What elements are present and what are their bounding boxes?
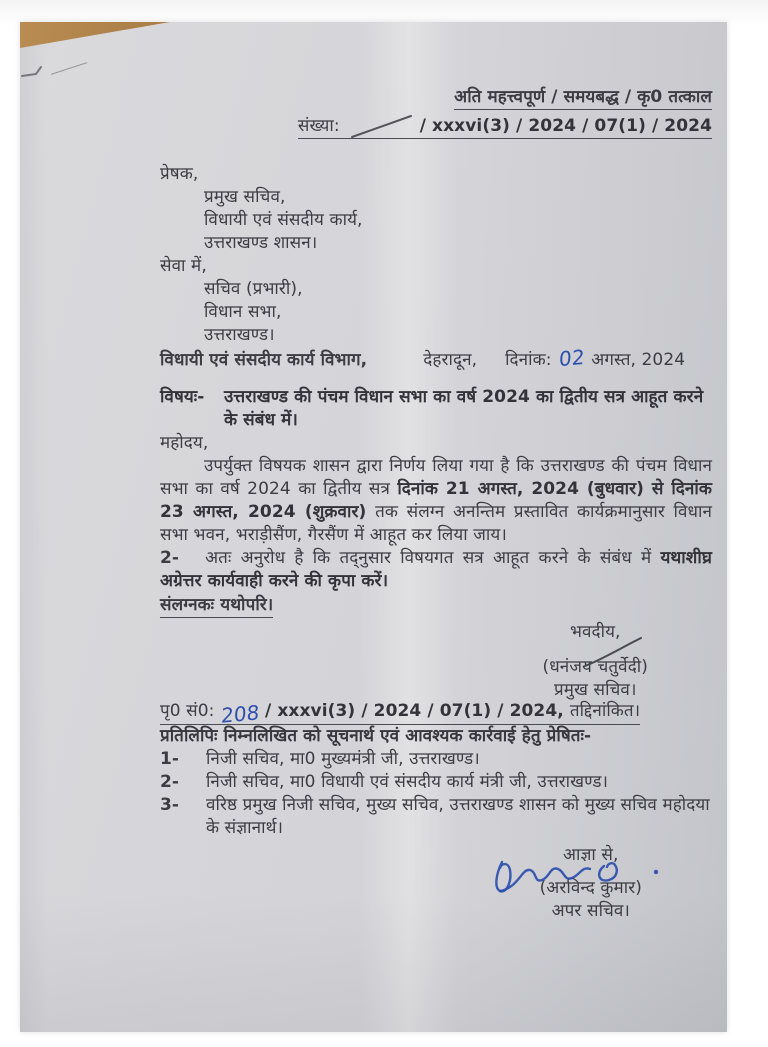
enclosure-text: संलग्नकः यथोपरि। — [160, 595, 273, 618]
enclosure-line — [160, 594, 712, 618]
letter-content — [20, 22, 727, 923]
copy-item-text: निजी सचिव, मा0 मुख्यमंत्री जी, उत्तराखण्ड। — [206, 749, 480, 769]
para2-text: अतः अनुरोध है कि तद्नुसार विषयगत सत्र आहूत करने के संबंध में — [205, 548, 661, 568]
copy-item-number: 3- — [160, 795, 180, 815]
department-name: विधायी एवं संसदीय कार्य विभाग, — [160, 350, 368, 370]
body-paragraph-1 — [160, 455, 712, 547]
letter-number-label: संख्या: — [297, 116, 340, 136]
salutation: महोदय, — [160, 433, 209, 453]
copy-item-text: वरिष्ठ प्रमुख निजी सचिव, मुख्य सचिव, उत्तराखण्ड शासन को मुख्य सचिव महोदया के संज्ञानार्थ। — [206, 795, 710, 838]
by-order-name: (अरविन्द कुमार) — [539, 878, 642, 898]
recipient-line: सचिव (प्रभारी), — [204, 279, 303, 299]
date-text: अगस्त, 2024 — [591, 350, 686, 370]
para2-bold-text: यथाशीघ्र अग्रेत्तर कार्यवाही करने की कृपा करें। — [160, 548, 712, 591]
recipient-label: सेवा में, — [160, 256, 207, 276]
copy-item — [160, 794, 712, 840]
reference-label: पृ0 सं0: — [160, 701, 215, 721]
date-label: दिनांक: — [505, 350, 552, 370]
copy-item-number: 1- — [160, 749, 180, 769]
valediction: भवदीय, — [569, 622, 621, 642]
sender-line: प्रमुख सचिव, — [204, 187, 286, 207]
letter-number-value: / xxxvi(3) / 2024 / 07(1) / 2024 — [419, 116, 712, 136]
classification-line — [160, 86, 712, 110]
copy-item-text: निजी सचिव, मा0 विधायी एवं संसदीय कार्य मंत्री जी, उत्तराखण्ड। — [206, 772, 609, 792]
classification-text: अति महत्त्वपूर्ण / समयबद्ध / कृ0 तत्काल — [454, 87, 712, 110]
by-order-designation: अपर सचिव। — [551, 901, 630, 921]
by-order-label: आज्ञा से, — [563, 845, 619, 865]
by-order-block — [540, 844, 642, 923]
para1-text-tail: तक संलग्न अनन्तिम प्रस्तावित कार्यक्रमानुसार विधान सभा भवन, भराड़ीसैंण, गैरसैंण में आहूत कर लिया जाय। — [160, 502, 712, 545]
para2-number: 2- — [160, 548, 180, 568]
sender-line: उत्तराखण्ड शासन। — [204, 233, 318, 253]
para1-bold-dates: दिनांक 21 अगस्त, 2024 (बुधवार) से दिनांक 23 अगस्त, 2024 (शुक्रवार) — [160, 479, 712, 522]
copy-item — [160, 771, 712, 794]
signatory-designation: प्रमुख सचिव। — [553, 680, 637, 700]
closing-block — [543, 621, 649, 702]
department-date-line — [160, 344, 712, 372]
letter-number-line — [160, 113, 712, 139]
recipient-line: उत्तराखण्ड। — [204, 325, 275, 345]
sender-line: विधायी एवं संसदीय कार्य, — [204, 210, 363, 230]
reference-value: / xxxvi(3) / 2024 / 07(1) / 2024, — [265, 701, 564, 721]
para1-text: उपर्युक्त विषयक शासन द्वारा निर्णय लिया गया है कि उत्तराखण्ड की पंचम विधान सभा का वर्ष 2024 का द्वितीय सत्र — [160, 456, 712, 499]
signatory-name: (धनंजय चतुर्वेदी) — [542, 657, 648, 677]
handwritten-slash-icon — [350, 113, 414, 139]
copy-heading: प्रतिलिपिः निम्नलिखित को सूचनार्थ एवं आवश्यक कार्रवाई हेतु प्रेषितः- — [160, 726, 592, 746]
reference-line — [160, 700, 712, 728]
subject-text: उत्तराखण्ड की पंचम विधान सभा का वर्ष 2024 का द्वितीय सत्र आहूत करने के संबंध में। — [224, 387, 704, 430]
subject-line — [160, 386, 712, 432]
reference-suffix: तद्दिनांकित। — [569, 701, 641, 721]
sender-label: प्रेषक, — [160, 164, 199, 184]
subject-label: विषयः- — [160, 387, 205, 407]
copy-item — [160, 748, 712, 771]
handwritten-date: 02 — [557, 344, 585, 372]
copy-item-number: 2- — [160, 772, 180, 792]
letter-photo — [20, 22, 727, 1032]
handwritten-ref-number: 208 — [219, 700, 260, 728]
body-paragraph-2 — [160, 547, 712, 593]
place-name: देहरादून, — [423, 350, 478, 370]
recipient-line: विधान सभा, — [204, 302, 282, 322]
signature-stroke-icon — [581, 635, 645, 669]
